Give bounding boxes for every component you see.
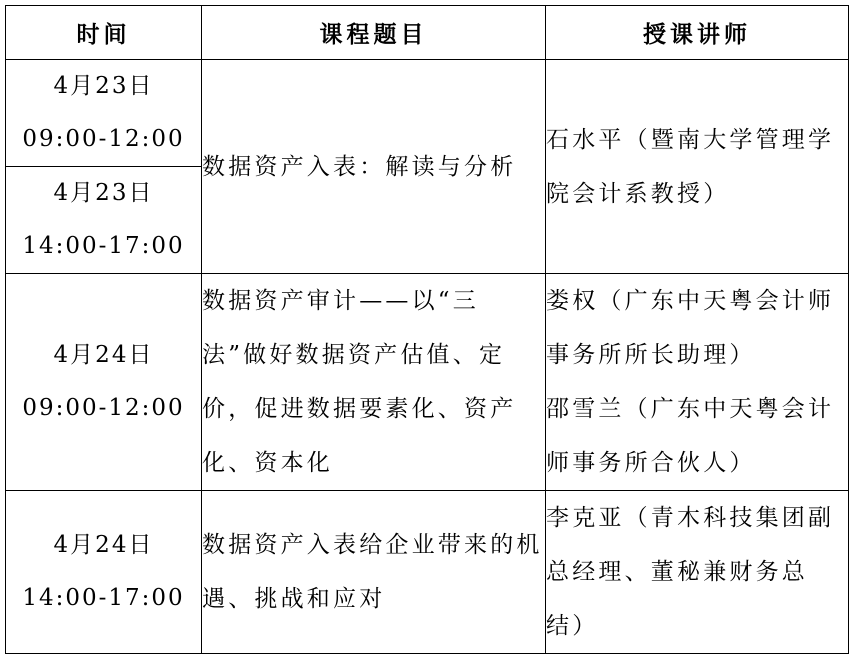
topic-cell <box>202 274 546 491</box>
course-schedule-table <box>5 5 849 654</box>
topic-cell <box>202 491 546 654</box>
session-time: 09:00-12:00 <box>22 126 185 152</box>
time-cell <box>6 491 202 654</box>
table-row <box>6 60 849 167</box>
lecturer-text: 娄权（广东中天粤会计师事务所所长助理） <box>546 288 835 368</box>
table-row <box>6 274 849 491</box>
header-row <box>6 6 849 60</box>
lecturer-text: 李克亚（青木科技集团副总经理、董秘兼财务总结） <box>546 505 835 639</box>
lecturer-cell <box>546 491 849 654</box>
lecturer-cell <box>546 60 849 274</box>
lecturer-text: 邵雪兰（广东中天粤会计师事务所合伙人） <box>546 396 835 476</box>
header-lecturer: 授课讲师 <box>546 6 849 60</box>
lecturer-cell <box>546 274 849 491</box>
session-date: 4月24日 <box>53 342 154 368</box>
header-time: 时间 <box>6 6 202 60</box>
time-cell <box>6 60 202 167</box>
topic-text: 数据资产入表：解读与分析 <box>202 153 517 180</box>
session-time: 14:00-17:00 <box>22 233 185 259</box>
lecturer-text: 石水平（暨南大学管理学院会计系教授） <box>546 126 835 207</box>
session-time: 09:00-12:00 <box>22 395 185 421</box>
time-cell <box>6 167 202 274</box>
time-cell <box>6 274 202 491</box>
topic-text: 数据资产审计——以“三法”做好数据资产估值、定价，促进数据要素化、资产化、资本化 <box>202 288 517 476</box>
topic-cell <box>202 60 546 274</box>
session-date: 4月24日 <box>53 532 154 558</box>
session-date: 4月23日 <box>53 73 154 99</box>
header-topic: 课程题目 <box>202 6 546 60</box>
session-time: 14:00-17:00 <box>22 585 185 611</box>
topic-text: 数据资产入表给企业带来的机遇、挑战和应对 <box>202 532 543 612</box>
session-date: 4月23日 <box>53 180 154 206</box>
table-row <box>6 491 849 654</box>
